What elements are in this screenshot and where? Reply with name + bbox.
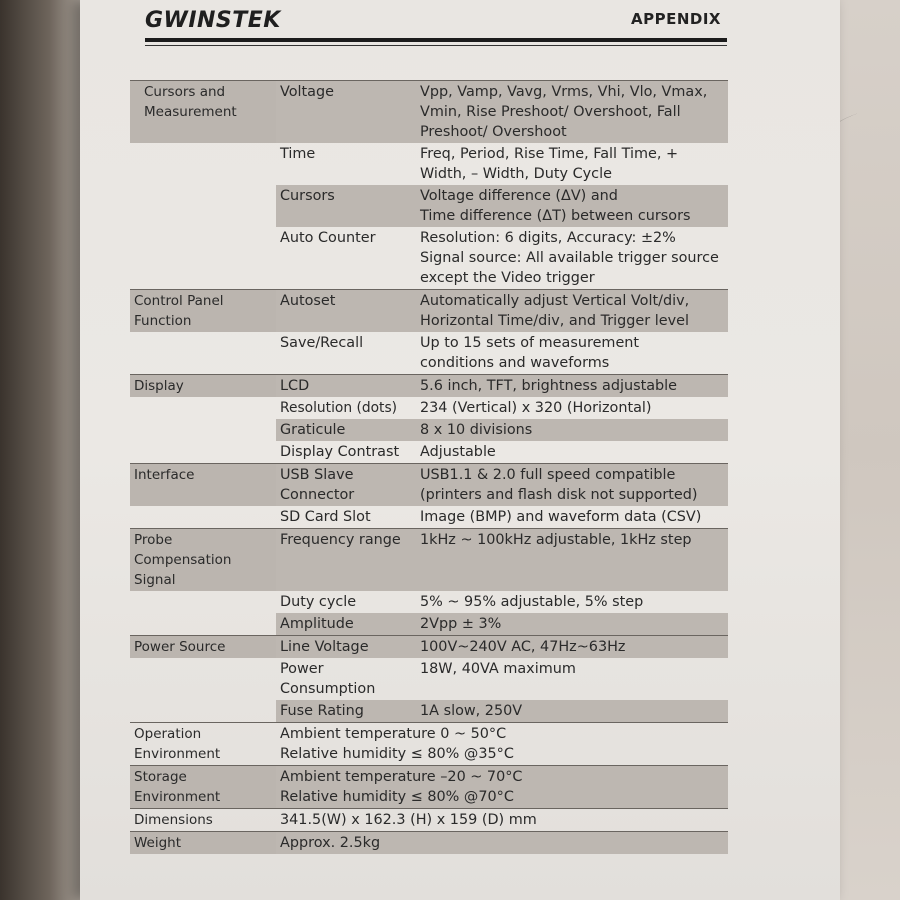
category-empty [130,591,276,613]
spec-row-contrast [130,441,728,463]
spec-row-dimensions [130,808,728,831]
item-amplitude: Amplitude [276,613,416,635]
spec-row-storage-env [130,765,728,808]
value-storage-environment: Ambient temperature –20 ~ 70°C Relative humidity ≤ 80% @70°C [276,766,728,808]
category-empty [130,397,276,419]
item-cursors: Cursors [276,185,416,227]
item-display-contrast: Display Contrast [280,444,400,460]
item-time: Time [280,146,316,162]
item-frequency-range: Frequency range [276,529,416,591]
spec-row-cursors [130,185,728,227]
spec-row-amplitude [130,613,728,635]
value-dimensions: 341.5(W) x 162.3 (H) x 159 (D) mm [280,812,537,828]
value-duty-cycle: 5% ~ 95% adjustable, 5% step [420,594,644,610]
category-empty [130,332,276,374]
category-empty [130,185,276,227]
section-title: APPENDIX [631,10,721,28]
item-usb-slave: USB Slave Connector [276,464,416,506]
item-auto-counter: Auto Counter [280,230,376,246]
category-cursors-measurement: Cursors and Measurement [130,81,276,143]
category-power-source: Power Source [130,636,276,658]
spec-row-operation-env [130,722,728,765]
spec-row-power-consumption [130,658,728,700]
value-auto-counter: Resolution: 6 digits, Accuracy: ±2% Signal source: All available trigger source except the Video trigger [420,230,719,286]
spec-row-lcd [130,374,728,397]
value-power-consumption: 18W, 40VA maximum [420,661,576,677]
category-empty [130,506,276,528]
value-frequency-range: 1kHz ~ 100kHz adjustable, 1kHz step [416,529,728,591]
category-storage-environment: Storage Environment [130,766,276,808]
item-power-consumption: Power Consumption [280,661,376,697]
value-voltage: Vpp, Vamp, Vavg, Vrms, Vhi, Vlo, Vmax, Vmin, Rise Preshoot/ Overshoot, Fall Preshoot/ Overshoot [416,81,728,143]
value-cursors: Voltage difference (ΔV) and Time difference (ΔT) between cursors [416,185,728,227]
value-autoset: Automatically adjust Vertical Volt/div, Horizontal Time/div, and Trigger level [416,290,728,332]
item-save-recall: Save/Recall [280,335,364,351]
gwinstek-logo: GWINSTEK [145,8,281,33]
item-autoset: Autoset [276,290,416,332]
category-empty [130,143,276,185]
spec-table [130,80,728,854]
spec-row-save-recall [130,332,728,374]
category-display: Display [130,375,276,397]
item-line-voltage: Line Voltage [276,636,416,658]
header-rule-thin [145,45,727,46]
value-lcd: 5.6 inch, TFT, brightness adjustable [416,375,728,397]
value-weight: Approx. 2.5kg [276,832,728,854]
facing-page-edge [0,0,90,900]
spec-row-auto-counter [130,227,728,289]
spec-row-time [130,143,728,185]
category-empty [130,613,276,635]
value-resolution: 234 (Vertical) x 320 (Horizontal) [420,400,652,416]
category-empty [130,441,276,463]
value-display-contrast: Adjustable [420,444,496,460]
value-operation-environment: Ambient temperature 0 ~ 50°C Relative humidity ≤ 80% @35°C [280,726,514,762]
value-line-voltage: 100V~240V AC, 47Hz~63Hz [416,636,728,658]
item-duty-cycle: Duty cycle [280,594,357,610]
item-lcd: LCD [276,375,416,397]
value-amplitude: 2Vpp ± 3% [416,613,728,635]
spec-row-frequency [130,528,728,591]
spec-row-autoset [130,289,728,332]
page-header [145,8,727,48]
item-graticule: Graticule [276,419,416,441]
spec-row-graticule [130,419,728,441]
spec-row-fuse [130,700,728,722]
spec-row-duty-cycle [130,591,728,613]
category-operation-environment: Operation Environment [134,726,221,762]
category-empty [130,700,276,722]
item-resolution: Resolution (dots) [280,400,398,416]
item-fuse-rating: Fuse Rating [276,700,416,722]
value-graticule: 8 x 10 divisions [416,419,728,441]
category-weight: Weight [130,832,276,854]
value-save-recall: Up to 15 sets of measurement conditions and waveforms [420,335,640,371]
item-sd-card: SD Card Slot [280,509,371,525]
value-sd-card: Image (BMP) and waveform data (CSV) [420,509,702,525]
value-usb-slave: USB1.1 & 2.0 full speed compatible (printers and flash disk not supported) [416,464,728,506]
value-time: Freq, Period, Rise Time, Fall Time, + Width, – Width, Duty Cycle [420,146,679,182]
spec-row-sd-card [130,506,728,528]
category-empty [130,658,276,700]
value-fuse-rating: 1A slow, 250V [416,700,728,722]
spec-row-resolution [130,397,728,419]
category-interface: Interface [130,464,276,506]
spec-row-voltage [130,80,728,143]
category-control-panel: Control Panel Function [130,290,276,332]
category-empty [130,227,276,289]
spec-row-weight [130,831,728,854]
category-probe-compensation: Probe Compensation Signal [130,529,276,591]
category-empty [130,419,276,441]
header-rule-thick [145,38,727,42]
spec-row-line-voltage [130,635,728,658]
item-voltage: Voltage [276,81,416,143]
spec-row-usb [130,463,728,506]
category-dimensions: Dimensions [134,812,213,828]
